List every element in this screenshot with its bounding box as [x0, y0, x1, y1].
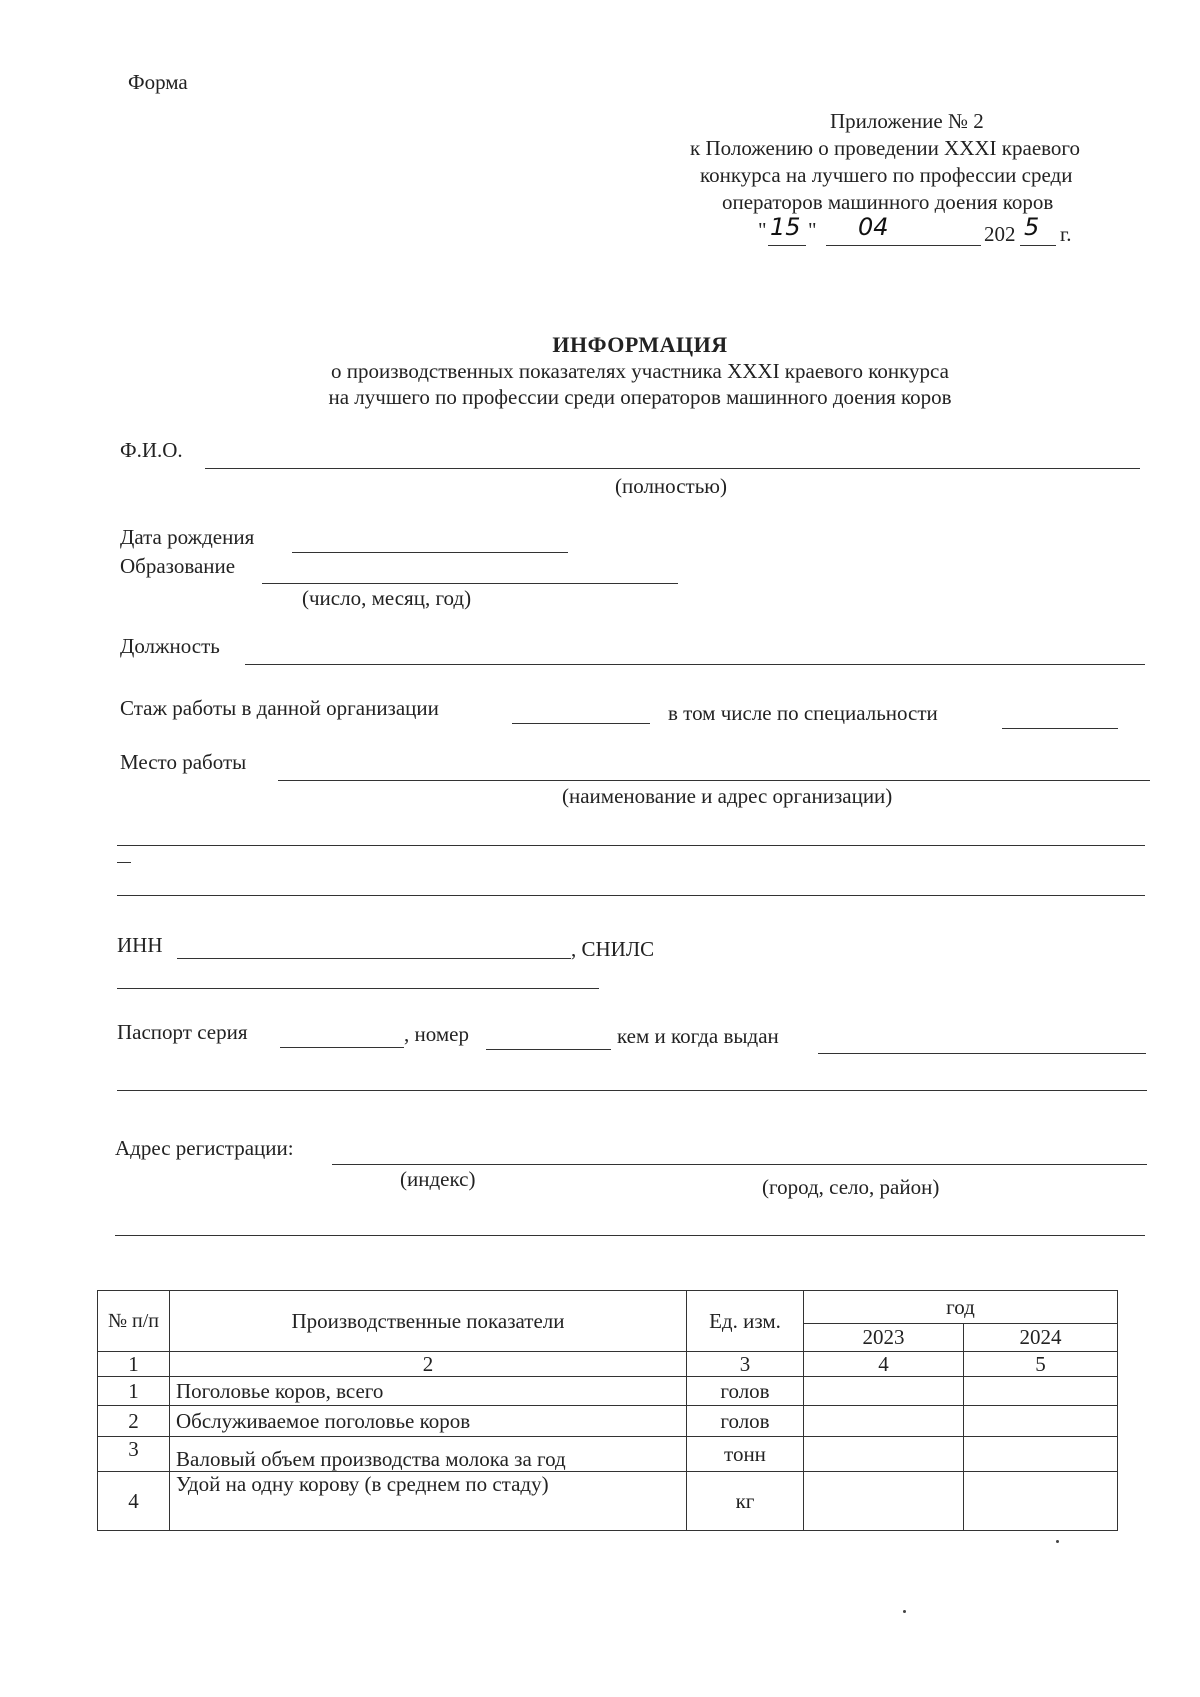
table-header-indicators: Производственные показатели — [170, 1291, 687, 1352]
table-row-num: 1 — [98, 1377, 170, 1406]
table-row — [98, 1472, 1118, 1531]
table-row — [98, 1377, 1118, 1406]
date-month-underline — [826, 245, 981, 246]
date-month: 04 — [858, 213, 889, 241]
document-subtitle-2: на лучшего по профессии среди операторов машинного доения коров — [328, 385, 952, 409]
scan-speck — [1056, 1540, 1059, 1543]
table-cell-2023[interactable] — [804, 1377, 964, 1406]
appendix-line-4: операторов машинного доения коров — [722, 190, 1054, 214]
table-cell-2024[interactable] — [964, 1406, 1118, 1437]
table-row-unit: тонн — [687, 1437, 804, 1472]
inn-field[interactable] — [177, 958, 571, 959]
education-label: Образование — [120, 554, 236, 578]
snils-field[interactable] — [117, 988, 599, 989]
table-row-num: 2 — [98, 1406, 170, 1437]
passport-issued-field[interactable] — [818, 1053, 1146, 1054]
document-subtitle-1: о производственных показателях участника XXXI краевого конкурса — [331, 359, 949, 383]
birth-date-label: Дата рождения — [120, 525, 255, 549]
table-col-number-5: 5 — [964, 1352, 1118, 1377]
passport-number-field[interactable] — [486, 1049, 611, 1050]
table-cell-2024[interactable] — [964, 1437, 1118, 1472]
workplace-field-line-2[interactable] — [117, 845, 1145, 846]
specialty-label: в том числе по специальности — [668, 701, 938, 725]
passport-series-label: Паспорт серия — [117, 1020, 248, 1044]
workplace-hint: (наименование и адрес организации) — [562, 784, 893, 808]
document-title: ИНФОРМАЦИЯ — [552, 332, 728, 357]
table-cell-2024[interactable] — [964, 1377, 1118, 1406]
inn-label: ИНН — [117, 933, 163, 957]
table-header-num: № п/п — [98, 1291, 170, 1352]
address-label: Адрес регистрации: — [115, 1136, 294, 1160]
passport-field-line-2[interactable] — [117, 1090, 1147, 1091]
workplace-field-line-3[interactable] — [117, 895, 1145, 896]
workplace-label: Место работы — [120, 750, 247, 774]
table-row-name: Обслуживаемое поголовье коров — [170, 1406, 687, 1437]
passport-series-field[interactable] — [280, 1047, 404, 1048]
experience-field[interactable] — [512, 723, 650, 724]
form-label: Форма — [128, 70, 188, 94]
date-day: 15 — [770, 213, 801, 241]
experience-label: Стаж работы в данной организации — [120, 696, 439, 720]
table-row-num: 3 — [98, 1437, 170, 1472]
table-header-year-2024: 2024 — [964, 1323, 1118, 1351]
snils-label: , СНИЛС — [571, 937, 655, 961]
table-row-name: Поголовье коров, всего — [170, 1377, 687, 1406]
table-row-name: Удой на одну корову (в среднем по стаду) — [170, 1472, 687, 1531]
address-field[interactable] — [332, 1164, 1147, 1165]
date-year-digit: 5 — [1024, 213, 1040, 241]
address-field-line-2[interactable] — [115, 1235, 1145, 1236]
table-cell-2023[interactable] — [804, 1472, 964, 1531]
passport-number-label: , номер — [404, 1022, 469, 1046]
table-row-name: Валовый объем производства молока за год — [170, 1437, 687, 1472]
table-cell-2023[interactable] — [804, 1406, 964, 1437]
date-quote-open: " — [758, 218, 767, 242]
education-field[interactable] — [262, 583, 678, 584]
table-cell-2023[interactable] — [804, 1437, 964, 1472]
date-quote-close: " — [808, 218, 817, 242]
table-row-unit: кг — [687, 1472, 804, 1531]
workplace-dash-mark — [117, 862, 131, 863]
scan-speck — [903, 1610, 906, 1613]
table-col-number-3: 3 — [687, 1352, 804, 1377]
birth-date-hint: (число, месяц, год) — [302, 586, 472, 610]
address-index-hint: (индекс) — [400, 1167, 476, 1191]
address-city-hint: (город, село, район) — [762, 1175, 940, 1199]
position-field[interactable] — [245, 664, 1145, 665]
birth-date-field[interactable] — [292, 552, 568, 553]
table-header-unit: Ед. изм. — [687, 1291, 804, 1352]
fio-label: Ф.И.О. — [120, 438, 183, 462]
table-row-unit: голов — [687, 1406, 804, 1437]
table-header-year-2023: 2023 — [804, 1323, 964, 1351]
table-col-number-2: 2 — [170, 1352, 687, 1377]
date-year-underline — [1020, 245, 1056, 246]
date-year-prefix: 202 — [984, 222, 1016, 246]
table-row-unit: голов — [687, 1377, 804, 1406]
specialty-field[interactable] — [1002, 728, 1118, 729]
appendix-line-2: к Положению о проведении XXXI краевого — [690, 136, 1081, 160]
fio-hint: (полностью) — [615, 474, 727, 498]
table-header-year: год — [804, 1291, 1118, 1324]
table-row — [98, 1437, 1118, 1472]
table-col-number-1: 1 — [98, 1352, 170, 1377]
workplace-field[interactable] — [278, 780, 1150, 781]
position-label: Должность — [120, 634, 220, 658]
table-row-num: 4 — [98, 1472, 170, 1531]
date-day-underline — [768, 245, 806, 246]
table-row — [98, 1406, 1118, 1437]
indicators-table — [97, 1290, 1118, 1531]
table-cell-2024[interactable] — [964, 1472, 1118, 1531]
appendix-line-1: Приложение № 2 — [830, 109, 984, 133]
fio-field[interactable] — [205, 468, 1140, 469]
passport-issued-label: кем и когда выдан — [617, 1024, 779, 1048]
table-col-number-4: 4 — [804, 1352, 964, 1377]
appendix-line-3: конкурса на лучшего по профессии среди — [700, 163, 1073, 187]
date-suffix: г. — [1060, 222, 1072, 246]
